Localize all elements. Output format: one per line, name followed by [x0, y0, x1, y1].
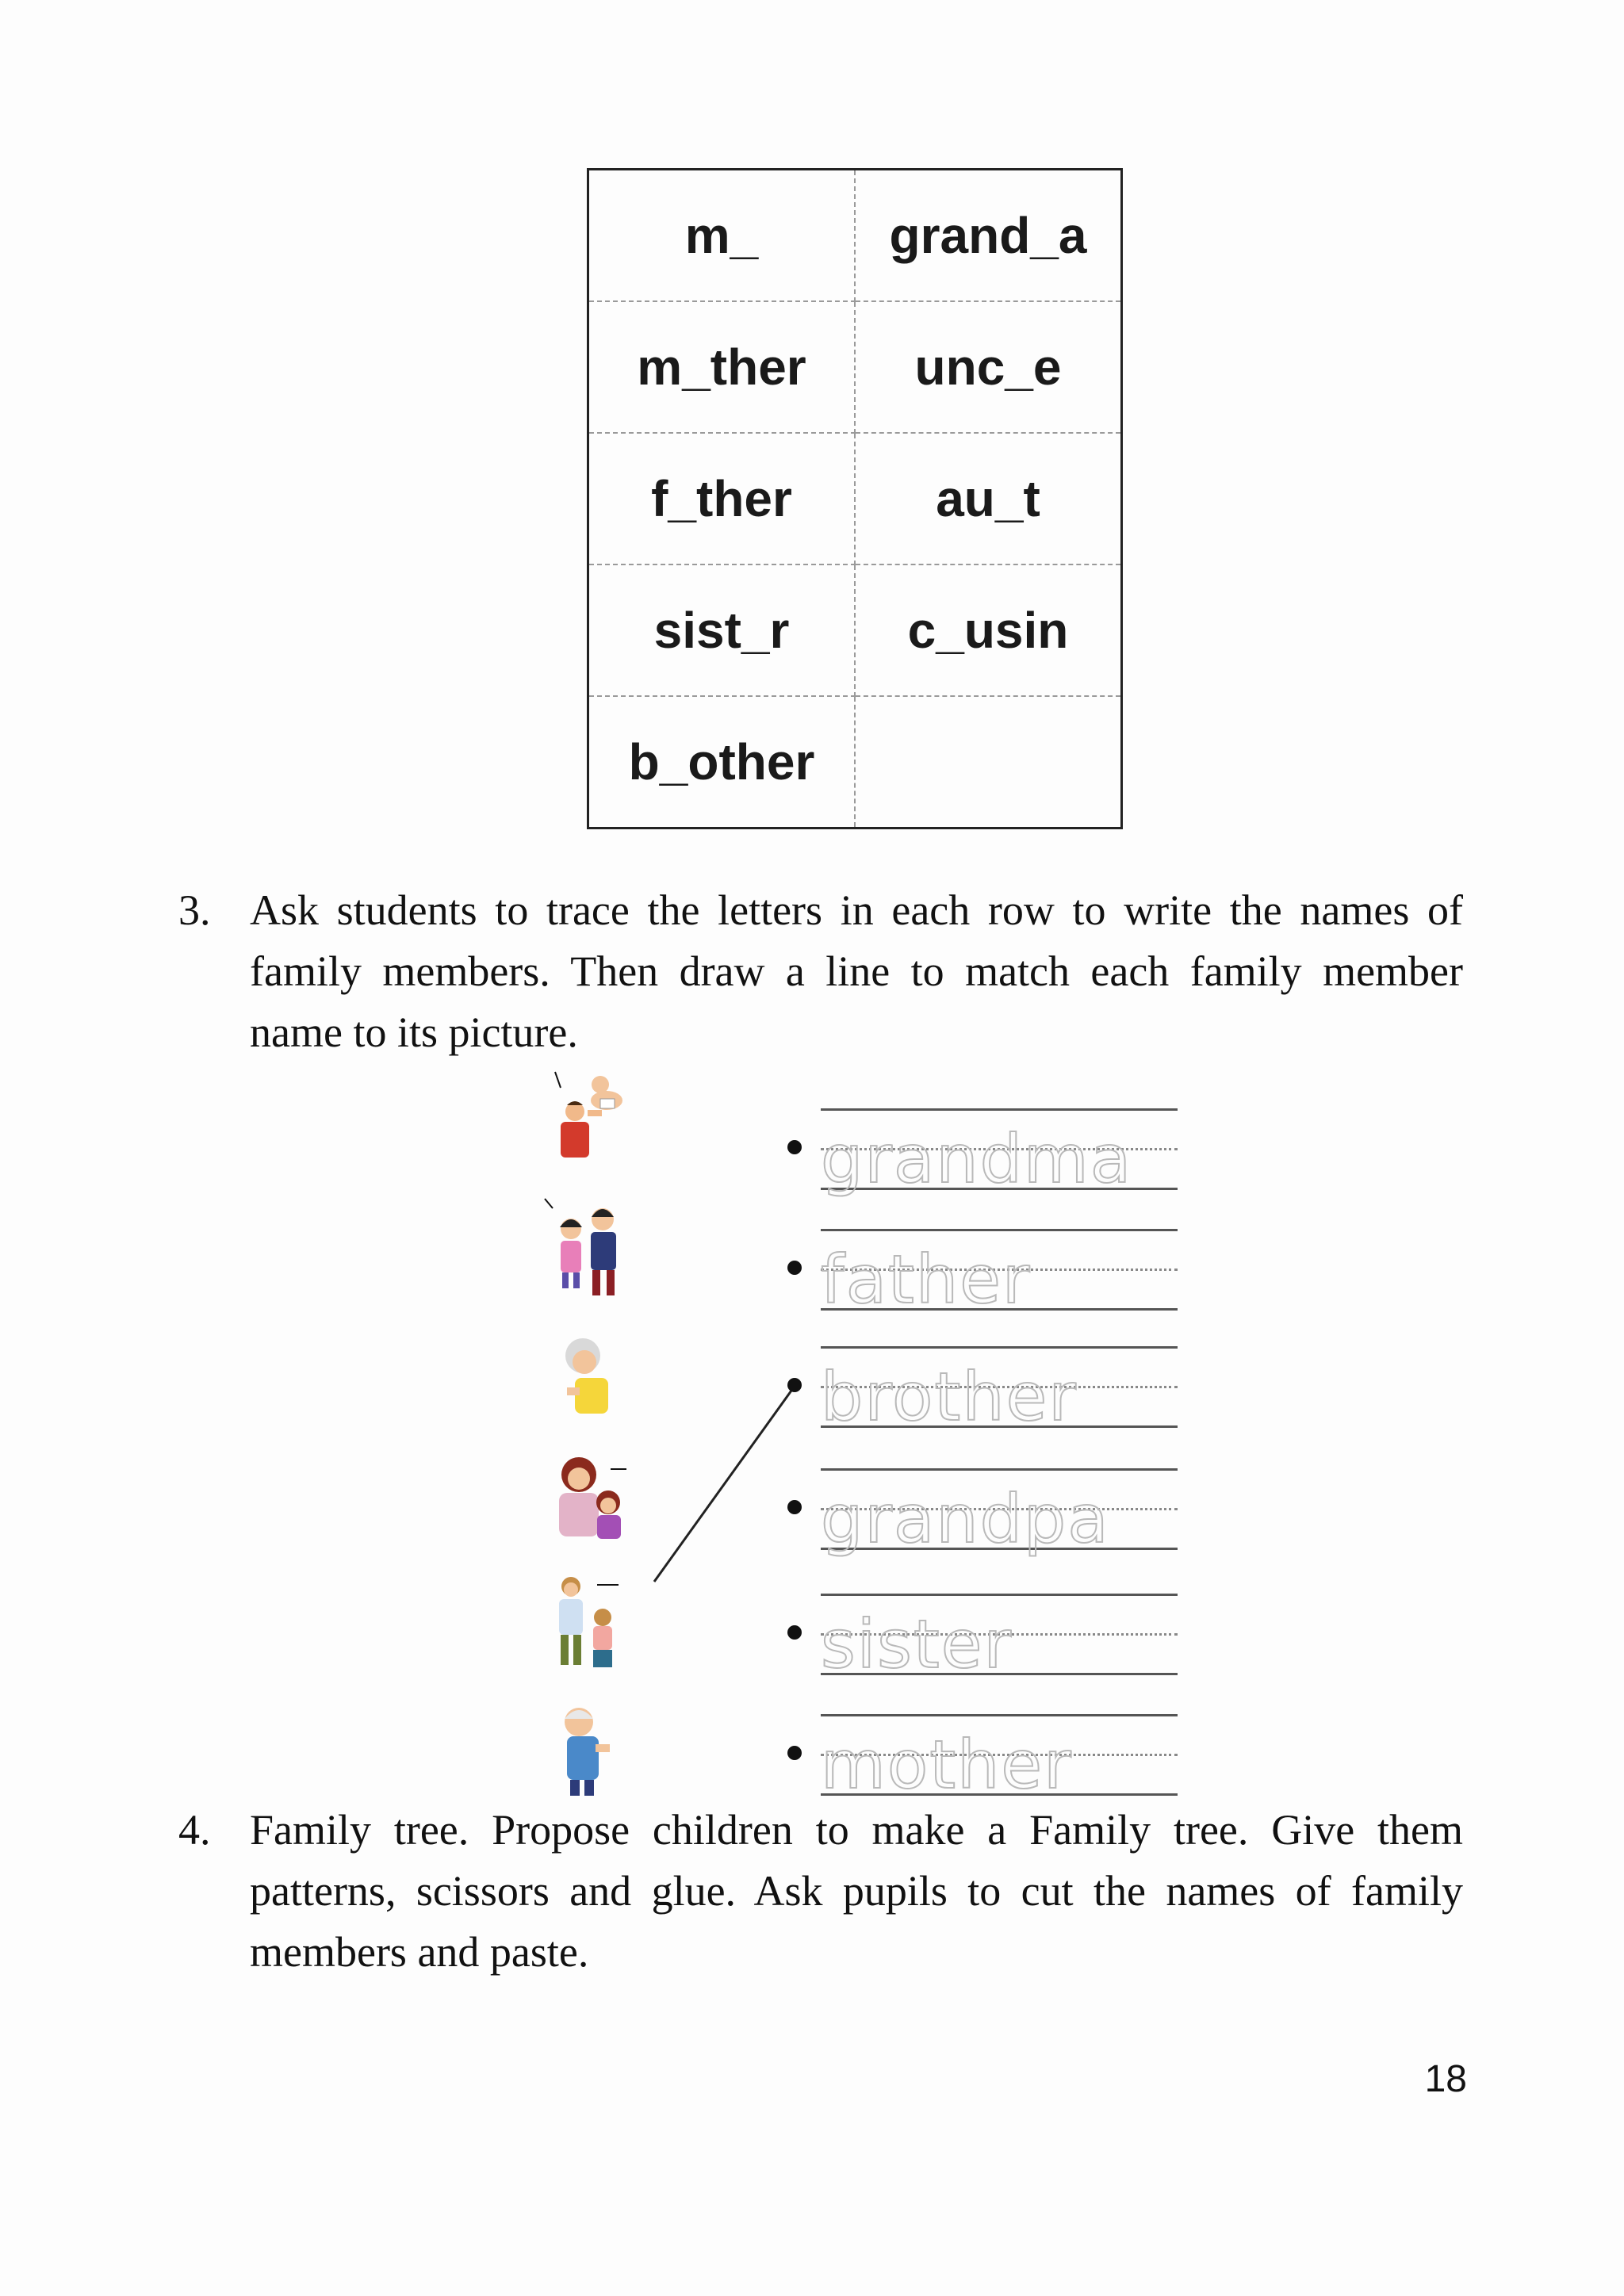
trace-row	[821, 1468, 1178, 1558]
trace-word: father	[821, 1241, 1032, 1318]
instruction-number: 4.	[178, 1806, 211, 1854]
table-cell: f_ther	[588, 433, 856, 564]
table-row	[588, 696, 1122, 828]
table-cell: m_ther	[588, 301, 856, 433]
table-row	[588, 301, 1122, 433]
matching-activity	[523, 1070, 1221, 1804]
trace-word: mother	[821, 1726, 1073, 1804]
table-cell: b_other	[588, 696, 856, 828]
table-row	[588, 433, 1122, 564]
match-dot[interactable]	[787, 1140, 802, 1154]
table-cell: sist_r	[588, 564, 856, 696]
trace-row	[821, 1229, 1178, 1318]
page-number: 18	[1424, 2058, 1467, 2100]
table-cell: m_	[588, 170, 856, 302]
trace-word: sister	[821, 1605, 1013, 1683]
trace-word: grandpa	[821, 1480, 1110, 1558]
instruction-text: Ask students to trace the letters in each row to write the names of family members. Then draw a line to match each family member name to its picture.	[250, 886, 1463, 1056]
match-dot[interactable]	[787, 1378, 802, 1392]
match-dot[interactable]	[787, 1625, 802, 1640]
trace-row	[821, 1346, 1178, 1436]
match-dot[interactable]	[787, 1500, 802, 1514]
table-row	[588, 564, 1122, 696]
instruction-4	[178, 1800, 1463, 1983]
instruction-number: 3.	[178, 886, 211, 934]
trace-row	[821, 1714, 1178, 1804]
trace-word: grandma	[821, 1120, 1133, 1198]
match-dot[interactable]	[787, 1261, 802, 1275]
missing-letter-word-table	[587, 168, 1123, 829]
table-row	[588, 170, 1122, 302]
instruction-text: Family tree. Propose children to make a Family tree. Give them patterns, scissors and glue. Ask pupils to cut the names of family members and paste.	[250, 1806, 1463, 1976]
table-cell: c_usin	[855, 564, 1122, 696]
table-cell: unc_e	[855, 301, 1122, 433]
match-dot[interactable]	[787, 1746, 802, 1760]
trace-word: brother	[821, 1358, 1078, 1436]
trace-row	[821, 1108, 1178, 1198]
table-cell: au_t	[855, 433, 1122, 564]
table-cell	[855, 696, 1122, 828]
table-cell: grand_a	[855, 170, 1122, 302]
trace-row	[821, 1594, 1178, 1683]
instruction-3	[178, 880, 1463, 1063]
